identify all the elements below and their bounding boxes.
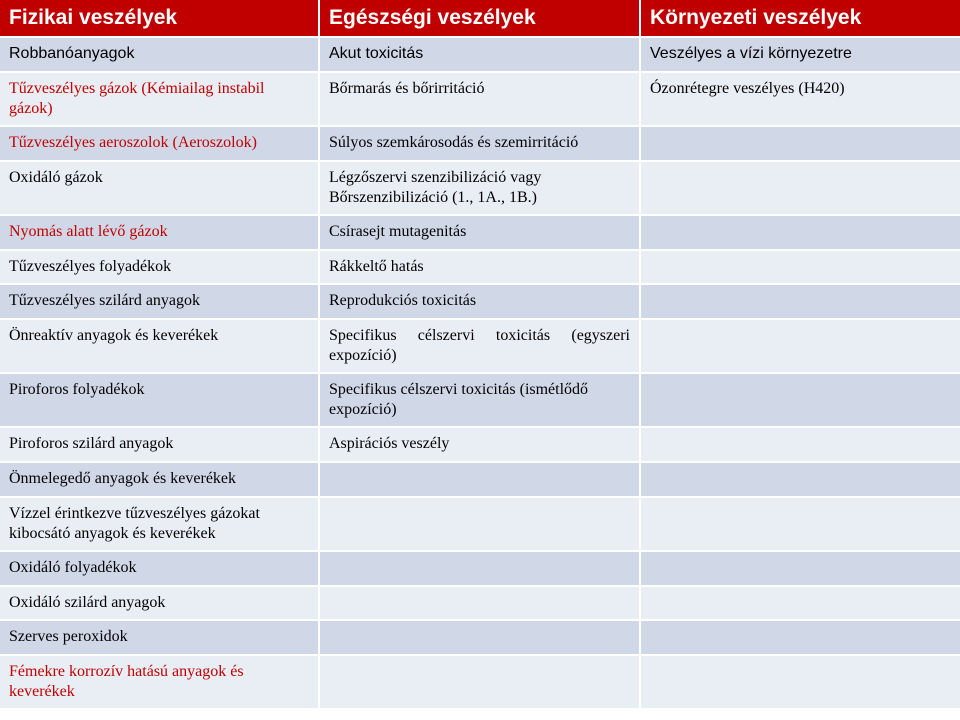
header-environmental-hazards: Környezeti veszélyek (641, 0, 960, 38)
table-row (0, 656, 960, 710)
physical-hazard-cell: Tűzveszélyes folyadékok (0, 251, 320, 285)
header-health-hazards: Egészségi veszélyek (320, 0, 641, 38)
physical-hazard-cell: Szerves peroxidok (0, 621, 320, 656)
health-hazard-cell: Specifikus célszervi toxicitás (egyszeri expozíció) (320, 320, 641, 374)
health-hazard-cell: Reprodukciós toxicitás (320, 285, 641, 320)
table-row (0, 428, 960, 463)
table-row (0, 73, 960, 127)
environmental-hazard-cell (641, 498, 960, 552)
physical-hazard-cell: Fémekre korrozív hatású anyagok és keverékek (0, 656, 320, 710)
health-hazard-cell (320, 463, 641, 498)
physical-hazard-cell: Oxidáló folyadékok (0, 552, 320, 587)
health-hazard-cell (320, 552, 641, 587)
physical-hazard-cell: Piroforos szilárd anyagok (0, 428, 320, 463)
health-hazard-cell: Specifikus célszervi toxicitás (ismétlődő expozíció) (320, 374, 641, 428)
environmental-hazard-cell (641, 552, 960, 587)
environmental-hazard-cell (641, 216, 960, 251)
table-row (0, 320, 960, 374)
environmental-hazard-cell (641, 428, 960, 463)
header-physical-hazards: Fizikai veszélyek (0, 0, 320, 38)
environmental-hazard-cell (641, 656, 960, 710)
physical-hazard-cell: Vízzel érintkezve tűzveszélyes gázokat kibocsátó anyagok és keverékek (0, 498, 320, 552)
health-hazard-cell (320, 498, 641, 552)
physical-hazard-cell: Nyomás alatt lévő gázok (0, 216, 320, 251)
physical-hazard-cell: Önmelegedő anyagok és keverékek (0, 463, 320, 498)
health-hazard-cell (320, 656, 641, 710)
health-hazard-cell: Légzőszervi szenzibilizáció vagy Bőrszenzibilizáció (1., 1A., 1B.) (320, 162, 641, 216)
table-row (0, 587, 960, 621)
physical-hazard-cell: Önreaktív anyagok és keverékek (0, 320, 320, 374)
table-row (0, 251, 960, 285)
health-hazard-cell (320, 587, 641, 621)
table-row (0, 285, 960, 320)
health-hazard-cell: Rákkeltő hatás (320, 251, 641, 285)
health-hazard-cell: Bőrmarás és bőrirritáció (320, 73, 641, 127)
health-hazard-cell: Csírasejt mutagenitás (320, 216, 641, 251)
header-row (0, 0, 960, 38)
table-row (0, 162, 960, 216)
table-row (0, 374, 960, 428)
environmental-hazard-cell (641, 251, 960, 285)
physical-hazard-cell: Piroforos folyadékok (0, 374, 320, 428)
environmental-hazard-cell (641, 463, 960, 498)
physical-hazard-cell: Tűzveszélyes gázok (Kémiailag instabil gázok) (0, 73, 320, 127)
table-row (0, 621, 960, 656)
health-hazard-cell (320, 621, 641, 656)
environmental-hazard-cell (641, 587, 960, 621)
table-row (0, 552, 960, 587)
environmental-hazard-cell (641, 320, 960, 374)
environmental-hazard-cell: Veszélyes a vízi környezetre (641, 38, 960, 73)
health-hazard-cell: Súlyos szemkárosodás és szemirritáció (320, 127, 641, 162)
physical-hazard-cell: Robbanóanyagok (0, 38, 320, 73)
environmental-hazard-cell: Ózonrétegre veszélyes (H420) (641, 73, 960, 127)
health-hazard-cell: Aspirációs veszély (320, 428, 641, 463)
environmental-hazard-cell (641, 374, 960, 428)
physical-hazard-cell: Oxidáló szilárd anyagok (0, 587, 320, 621)
physical-hazard-cell: Tűzveszélyes aeroszolok (Aeroszolok) (0, 127, 320, 162)
table-row (0, 38, 960, 73)
table-row (0, 498, 960, 552)
health-hazard-cell: Akut toxicitás (320, 38, 641, 73)
table-row (0, 463, 960, 498)
environmental-hazard-cell (641, 285, 960, 320)
physical-hazard-cell: Oxidáló gázok (0, 162, 320, 216)
environmental-hazard-cell (641, 127, 960, 162)
table-row (0, 127, 960, 162)
environmental-hazard-cell (641, 621, 960, 656)
table-row (0, 216, 960, 251)
environmental-hazard-cell (641, 162, 960, 216)
physical-hazard-cell: Tűzveszélyes szilárd anyagok (0, 285, 320, 320)
